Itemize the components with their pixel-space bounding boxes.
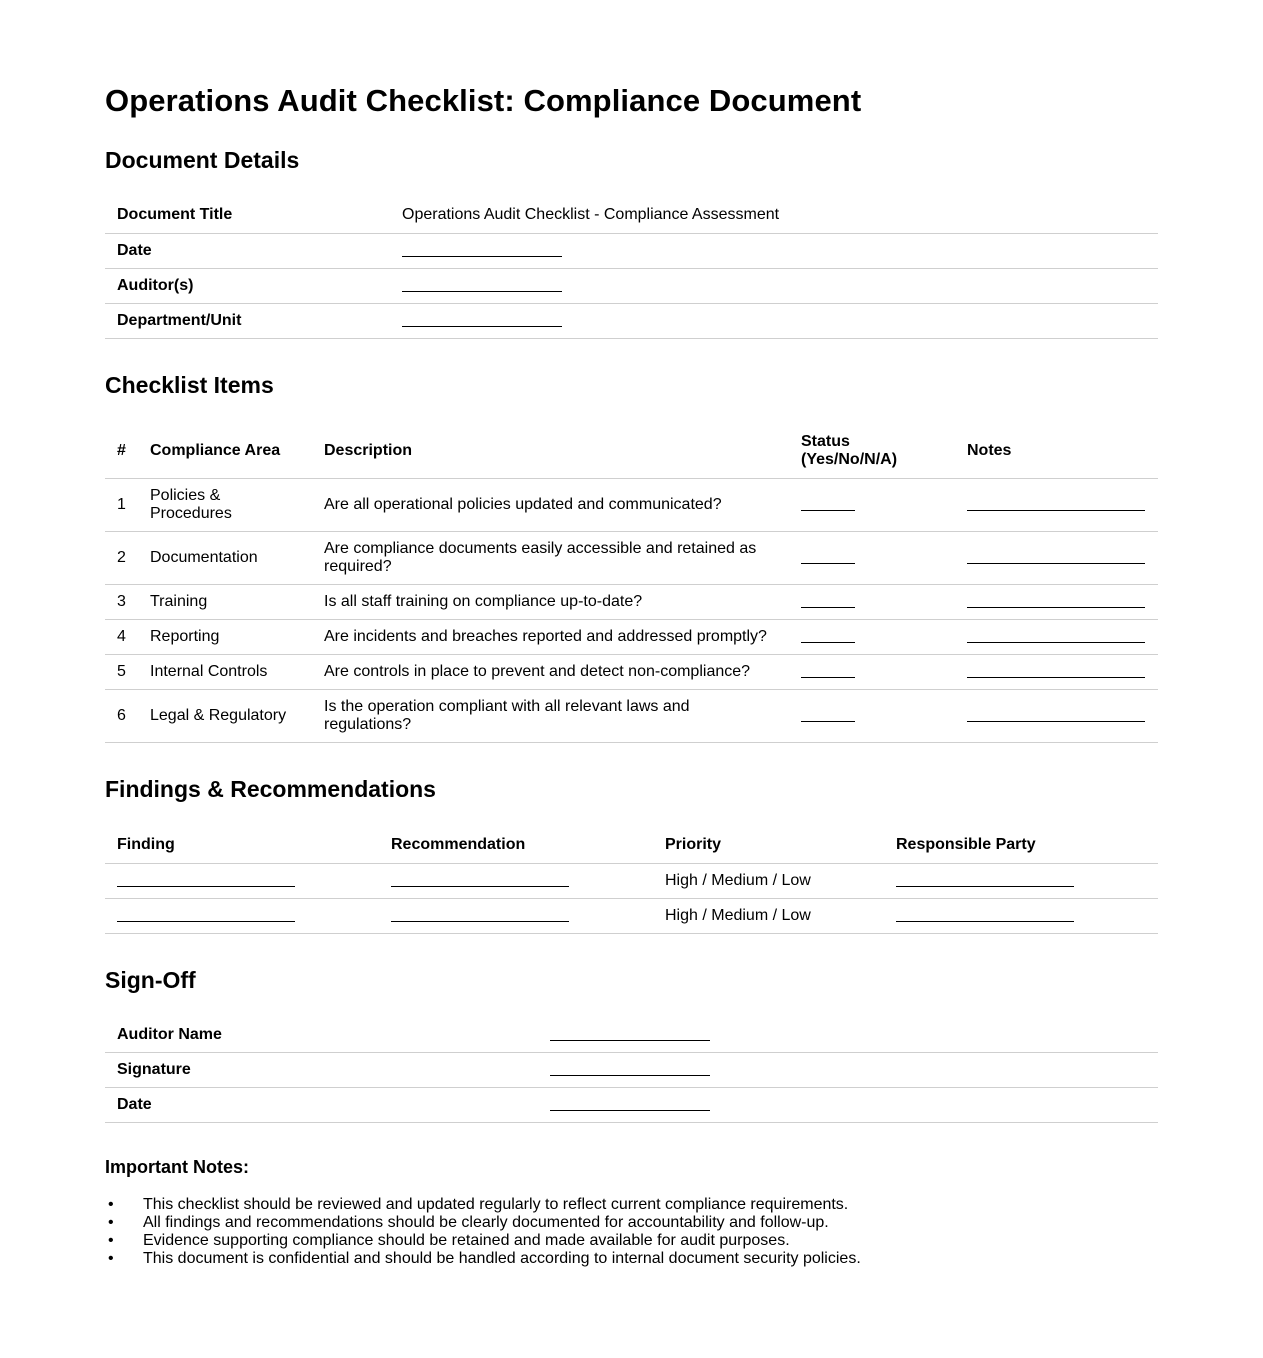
details-label: Department/Unit: [105, 303, 390, 338]
status-blank-line[interactable]: [801, 709, 855, 722]
list-item: [105, 1214, 1158, 1232]
item-number: 4: [105, 620, 138, 655]
department-blank-line[interactable]: [402, 314, 562, 327]
document-details-table: [105, 198, 1158, 339]
priority-options[interactable]: High / Medium / Low: [653, 863, 884, 898]
document-details-heading: Document Details: [105, 147, 300, 173]
table-row: [105, 863, 1158, 898]
bullet-icon: •: [108, 1250, 114, 1267]
note-text: This document is confidential and should be handled according to internal document security policies.: [143, 1250, 861, 1267]
notes-blank-line[interactable]: [967, 665, 1145, 678]
signoff-row-auditor-name: [105, 1018, 1158, 1053]
column-header-description: Description: [312, 424, 789, 479]
signoff-row-signature: [105, 1053, 1158, 1088]
findings-heading: Findings & Recommendations: [105, 776, 436, 802]
details-value-title: Operations Audit Checklist - Compliance Assessment: [390, 198, 1158, 233]
notes-blank-line[interactable]: [967, 709, 1145, 722]
details-label: Auditor(s): [105, 268, 390, 303]
item-area: Internal Controls: [138, 655, 312, 690]
details-label: Date: [105, 233, 390, 268]
status-blank-line[interactable]: [801, 595, 855, 608]
note-text: Evidence supporting compliance should be retained and made available for audit purposes.: [143, 1232, 790, 1249]
checklist-heading: Checklist Items: [105, 371, 274, 398]
date-blank-line[interactable]: [402, 244, 562, 257]
list-item: [105, 1232, 1158, 1250]
item-number: 2: [105, 532, 138, 585]
item-area: Training: [138, 585, 312, 620]
notes-blank-line[interactable]: [967, 551, 1145, 564]
auditor-name-blank-line[interactable]: [550, 1028, 710, 1041]
important-notes-list: [105, 1196, 1158, 1268]
signoff-label: Date: [105, 1088, 538, 1123]
signoff-heading: Sign-Off: [105, 966, 196, 993]
signoff-table: [105, 1018, 1158, 1124]
item-area: Reporting: [138, 620, 312, 655]
column-header-recommendation: Recommendation: [379, 828, 653, 863]
column-header-priority: Priority: [653, 828, 884, 863]
status-blank-line[interactable]: [801, 498, 855, 511]
findings-table: [105, 828, 1158, 934]
table-row: [105, 620, 1158, 655]
signoff-label: Auditor Name: [105, 1018, 538, 1053]
table-row: [105, 585, 1158, 620]
checklist-table: [105, 424, 1158, 744]
column-header-number: #: [105, 424, 138, 479]
table-row: [105, 655, 1158, 690]
column-header-responsible: Responsible Party: [884, 828, 1158, 863]
status-blank-line[interactable]: [801, 630, 855, 643]
item-area: Policies & Procedures: [138, 479, 312, 532]
notes-blank-line[interactable]: [967, 630, 1145, 643]
recommendation-blank-line[interactable]: [391, 909, 569, 922]
recommendation-blank-line[interactable]: [391, 874, 569, 887]
important-notes-heading: Important Notes:: [105, 1157, 249, 1177]
details-row-department: [105, 303, 1158, 338]
item-description: Are controls in place to prevent and detect non-compliance?: [312, 655, 789, 690]
priority-options[interactable]: High / Medium / Low: [653, 898, 884, 933]
item-number: 1: [105, 479, 138, 532]
item-description: Are compliance documents easily accessible and retained as required?: [312, 532, 789, 585]
item-number: 5: [105, 655, 138, 690]
notes-blank-line[interactable]: [967, 595, 1145, 608]
item-area: Documentation: [138, 532, 312, 585]
status-blank-line[interactable]: [801, 551, 855, 564]
note-text: All findings and recommendations should be clearly documented for accountability and follow-up.: [143, 1214, 829, 1231]
item-description: Is the operation compliant with all relevant laws and regulations?: [312, 690, 789, 743]
table-row: [105, 898, 1158, 933]
checklist-header-row: [105, 424, 1158, 479]
item-description: Are incidents and breaches reported and addressed promptly?: [312, 620, 789, 655]
bullet-icon: •: [108, 1196, 114, 1213]
signature-blank-line[interactable]: [550, 1063, 710, 1076]
details-row-date: [105, 233, 1158, 268]
details-label: Document Title: [105, 198, 390, 233]
finding-blank-line[interactable]: [117, 874, 295, 887]
column-header-status: Status (Yes/No/N/A): [789, 424, 955, 479]
finding-blank-line[interactable]: [117, 909, 295, 922]
signoff-row-date: [105, 1088, 1158, 1123]
bullet-icon: •: [108, 1214, 114, 1231]
details-row-title: [105, 198, 1158, 233]
item-number: 3: [105, 585, 138, 620]
responsible-blank-line[interactable]: [896, 909, 1074, 922]
list-item: [105, 1196, 1158, 1214]
column-header-notes: Notes: [955, 424, 1158, 479]
table-row: [105, 690, 1158, 743]
notes-blank-line[interactable]: [967, 498, 1145, 511]
table-row: [105, 532, 1158, 585]
auditors-blank-line[interactable]: [402, 279, 562, 292]
note-text: This checklist should be reviewed and updated regularly to reflect current compliance requirements.: [143, 1196, 849, 1213]
responsible-blank-line[interactable]: [896, 874, 1074, 887]
page-title: Operations Audit Checklist: Compliance Document: [105, 83, 862, 118]
signoff-label: Signature: [105, 1053, 538, 1088]
item-number: 6: [105, 690, 138, 743]
status-blank-line[interactable]: [801, 665, 855, 678]
item-description: Are all operational policies updated and communicated?: [312, 479, 789, 532]
details-row-auditors: [105, 268, 1158, 303]
column-header-area: Compliance Area: [138, 424, 312, 479]
signoff-date-blank-line[interactable]: [550, 1098, 710, 1111]
table-row: [105, 479, 1158, 532]
list-item: [105, 1250, 1158, 1268]
column-header-finding: Finding: [105, 828, 379, 863]
findings-header-row: [105, 828, 1158, 863]
item-area: Legal & Regulatory: [138, 690, 312, 743]
item-description: Is all staff training on compliance up-to-date?: [312, 585, 789, 620]
bullet-icon: •: [108, 1232, 114, 1249]
